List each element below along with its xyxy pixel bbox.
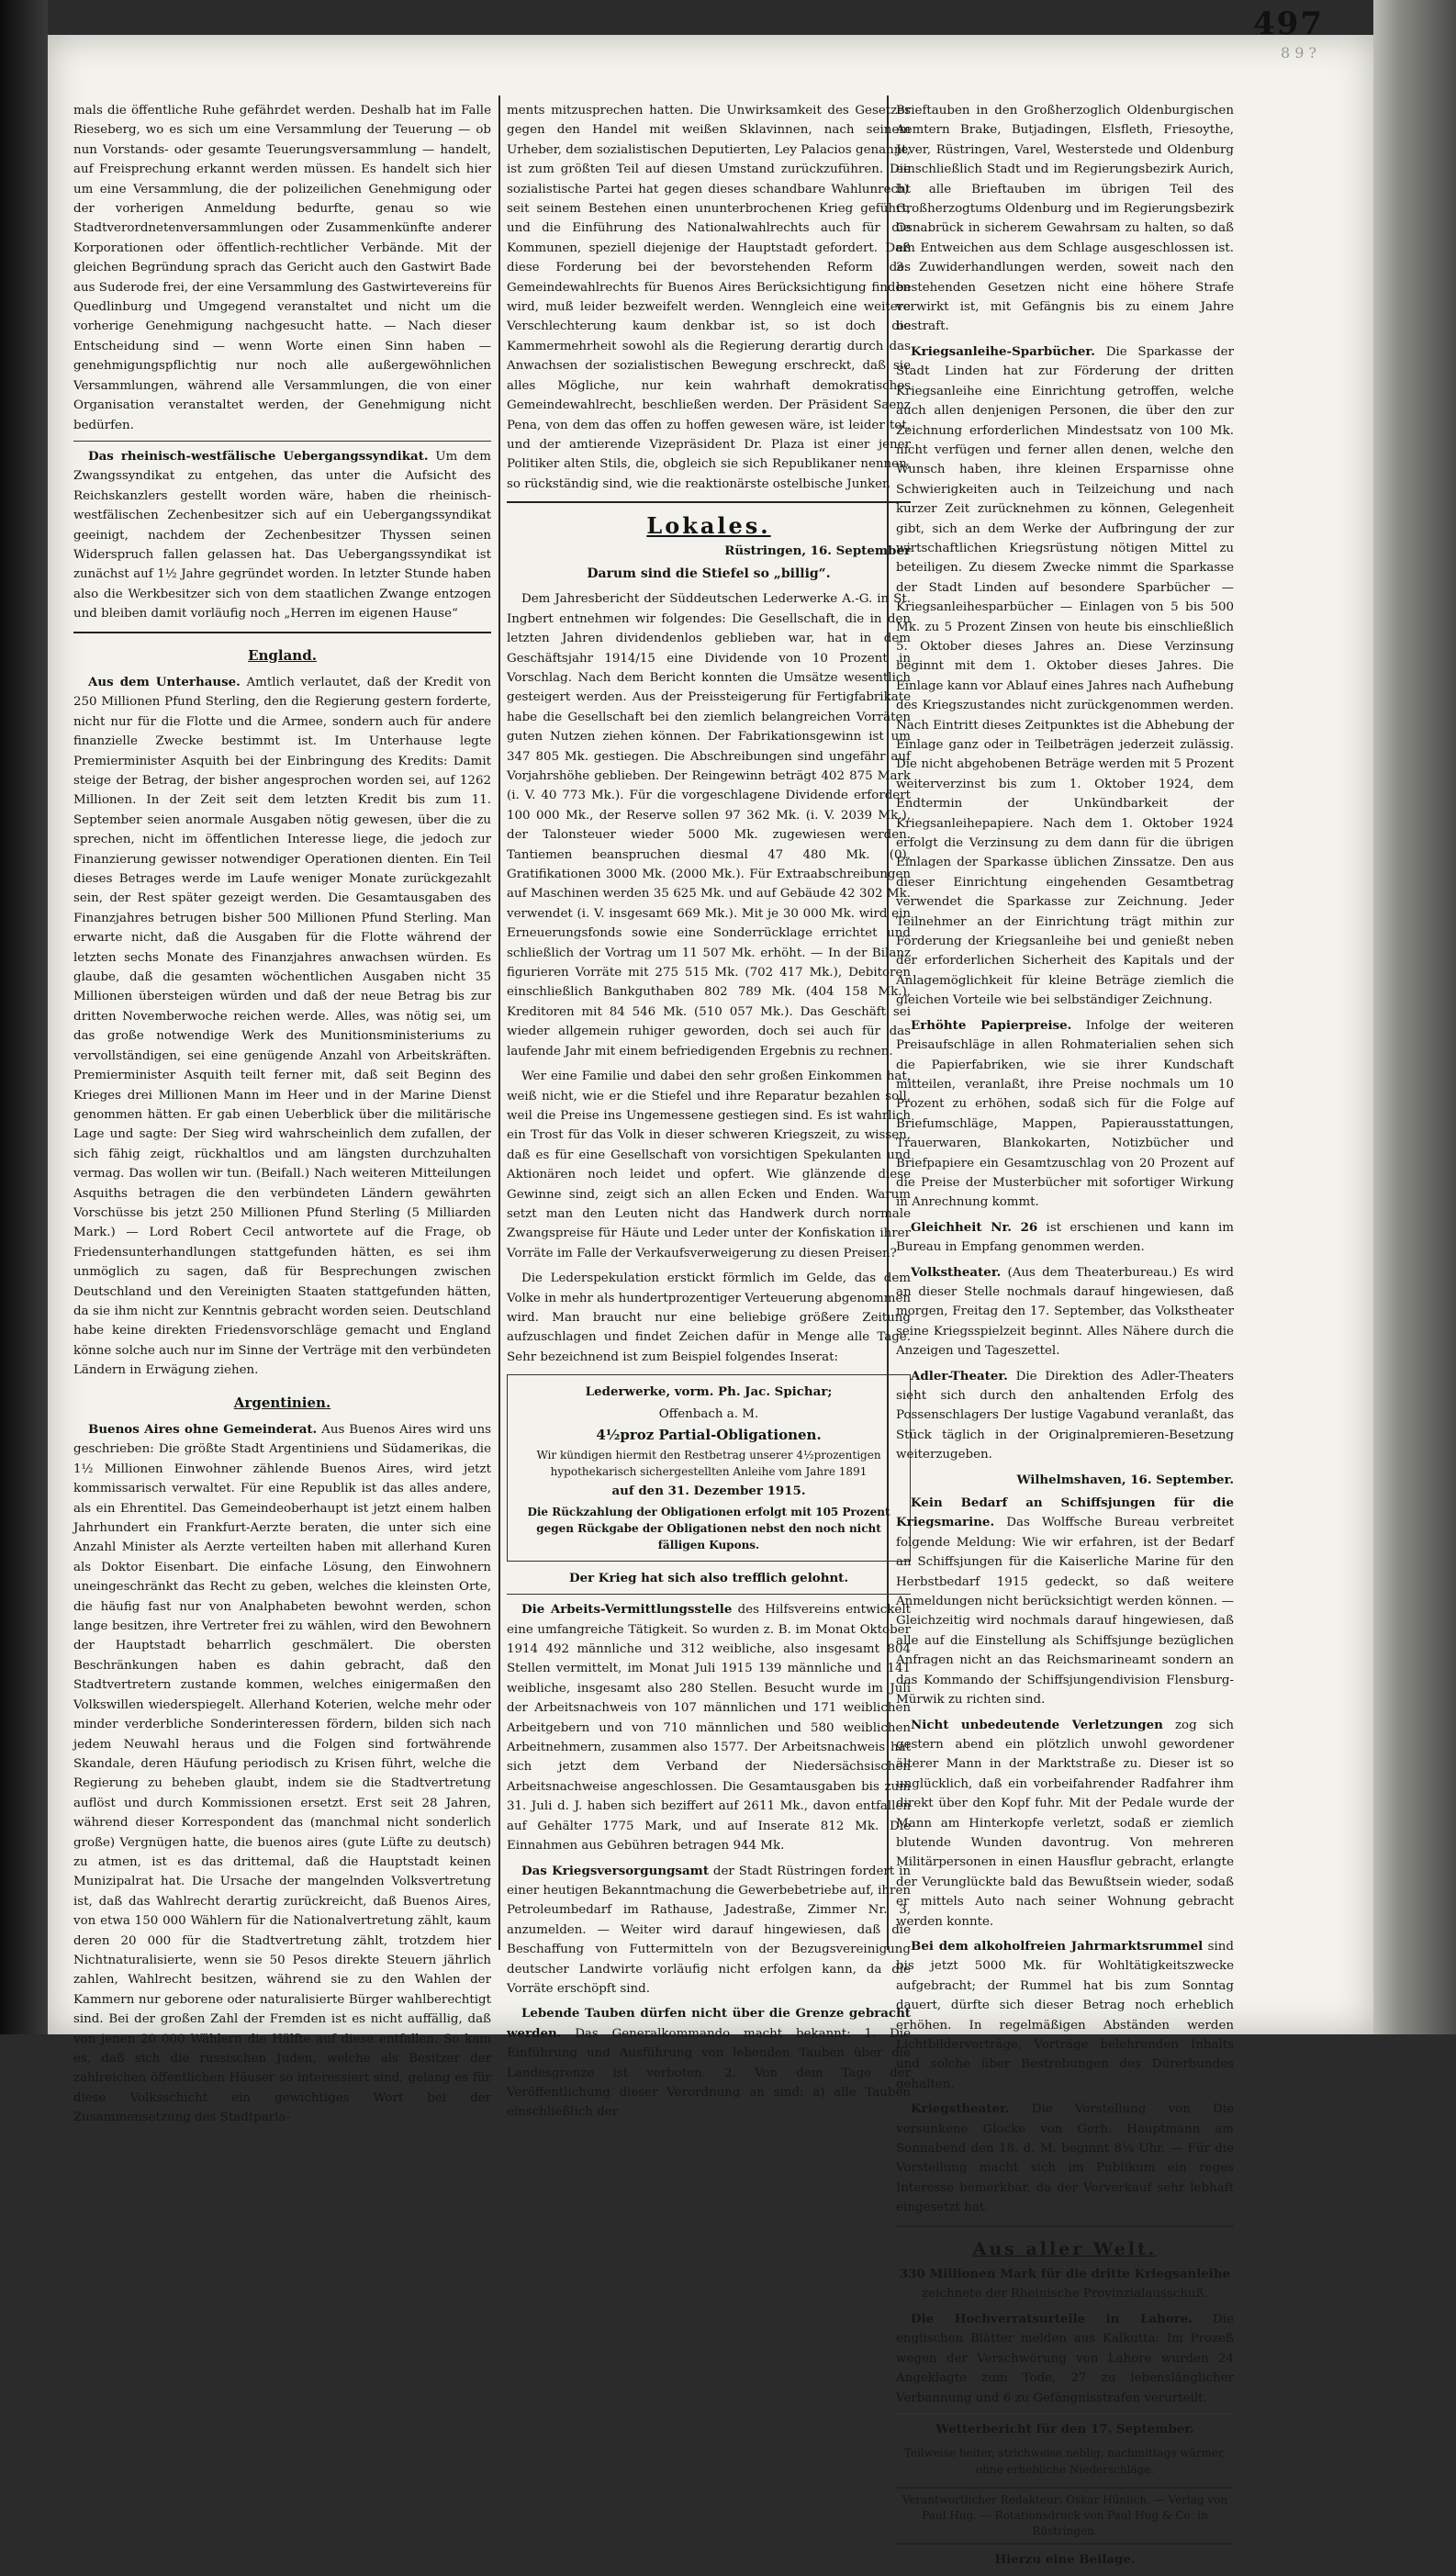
article-text: der Stadt Rüstringen fordert in einer heutigen Bekanntmachung die Gewerbebetriebe auf, ihren Petroleumbedarf im Rathause, Jadestraße, Zimmer Nr. 3, anzumelden. — Weiter wird darauf hingewiesen, daß die Beschaffung von Futtermitteln von der Bezugsvereinigung deutscher Landwirte vorläufig nicht erfolgen kann, da die Vorräte erschöpft sind. — [507, 1864, 911, 1996]
scan-edge-right — [1373, 0, 1456, 2034]
article-title-stiefel: Darum sind die Stiefel so „billig“. — [587, 566, 831, 581]
ad-date: auf den 31. Dezember 1915. — [611, 1484, 806, 1499]
section-title-argentinien: Argentinien. — [233, 1394, 331, 1411]
article-paragraph — [507, 2004, 911, 2122]
article-paragraph — [896, 2100, 1234, 2217]
article-heading: Kein Bedarf an Schiffsjungen für die Kriegsmarine. — [896, 1495, 1234, 1530]
dateline: Wilhelmshaven, 16. September. — [1016, 1472, 1234, 1487]
article-text: Die englischen Blätter melden aus Kalkutta: Im Prozeß wegen der Verschwörung von Lahore wurden 24 Angeklagte zum Tode, 27 zu lebenslänglicher Verbannung und 6 zu Gefängnisstrafen verurteilt. — [896, 2312, 1234, 2405]
article-text: Infolge der weiteren Preisaufschläge in allen Rohmaterialien sehen sich die Papierfabriken, wie sie ihrer Kundschaft mitteilen, veranlaßt, ihre Preise nochmals um 10 Prozent zu erhöhen, sodaß sich für die Folge auf Briefumschläge, Mappen, Papierausstattungen, Trauerwaren, Blankokarten, Notizbücher und Briefpapiere ein Gesamtzuschlag von 20 Prozent auf die Preise der Musterbücher mit sofortiger Wirkung in Anrechnung kommt. — [896, 1018, 1234, 1210]
article-paragraph — [896, 1367, 1234, 1465]
article-text: Aus Buenos Aires wird uns geschrieben: Die größte Stadt Argentiniens und Südamerikas, die 1½ Millionen Einwohner zählende Buenos Aires, wird jetzt kommissarisch verwaltet. Für eine Republik ist das alles andere, als ein Ehrentitel. Das Gemeindeoberhaupt ist jetzt einem halben Jahrhundert ein Frankfurt-Aerzte beraten, die unter sich eine Anzahl Minister als Aerzte verteilten haben mit allerhand Kuren als Doktor Eisenbart. Die einfache Lösung, den Einwohnern uneingeschränkt das Recht zu geben, welches die kleinsten Orte, die häufig fast nur von Analphabeten bewohnt werden, schon lange besitzen, ihre Vertreter frei zu wählen, wird den Bewohnern der Hauptstadt beharrlich geschmälert. Die obersten Beschränkungen haben es dahin gebracht, daß den Stadtvertretern zustande kommen, welches einigermaßen den Volkswillen wiederspiegelt. Allerhand Koterien, welche mehr oder minder verderbliche Sonderinteressen fördern, bilden sich nach jedem Neuwahl heraus und die Folgen sind fortwährende Skandale, deren Häufung periodisch zu Krisen führt, welche die Regierung zu beheben glaubt, indem sie die Stadtvertretung auflöst und durch Kommissionen ersetzt. Erst seit 28 Jahren, während dieser Korrespondent das (manchmal nicht sonderlich große) Vergnügen hatte, die buenos aires (gute Lüfte zu deutsch) zu atmen, ist es das drittemal, daß die Hauptstadt keinen Munizipalrat hat. Die Ursache der mangelnden Volksvertretung ist, daß das Wahlrecht derartig zurückreicht, daß Buenos Aires, von etwa 150 000 Wählern für die Nationalvertretung zählt, kaum deren 20 000 für die Stadtvertretung zählt, trotzdem hier Nichtnaturalisierte, wenn sie 50 Pesos direkte Steuern jährlich zahlen, Wahlrecht besitzen, während sie zu den Wahlen der Kammern nur geborene oder naturalisierte Bürger wahlberechtigt sind. Bei der großen Zahl der Fremden ist es nicht auffällig, daß von jenen 20 000 Wählern die Hälfte auf diese entfallen. So kam es, daß sich die russischen Juden, welche als Besitzer der zahlreichen öffentlichen Häuser so interessiert sind, gelang es für diese Volksschicht ein gewichtiges Wort bei der Zusammensetzung des Stadtparla- — [73, 1423, 491, 2125]
article-text: Die Lederspekulation erstickt förmlich im Gelde, das dem Volke in mehr als hundertprozentiger Verteuerung abgenommen wird. Man braucht nur eine beliebige größere Zeitung aufzuschlagen und findet Zeichen dafür in Menge alle Tage. Sehr bezeichnend ist zum Beispiel folgendes Inserat: — [507, 1271, 911, 1364]
article-paragraph — [73, 447, 491, 624]
article-text: Die Direktion des Adler-Theaters sieht sich durch den anhaltenden Erfolg des Possenschlagers Der lustige Vagabund veranlaßt, das Stück täglich in der Originalpremieren-Besetzung weiterzugeben. — [896, 1369, 1234, 1462]
section-title-lokales: Lokales. — [646, 512, 771, 540]
column-3 — [896, 101, 1234, 2576]
ad-place: Offenbach a. M. — [658, 1406, 759, 1421]
article-heading: Erhöhte Papierpreise. — [911, 1017, 1072, 1033]
article-text: Das Generalkommando macht bekannt: 1. Die Einführung und Ausführung von lebenden Tauben über die Landesgrenze ist verboten. 2. Von dem Tage der Veröffentlichung dieser Verordnung an sind: a) alle Tauben einschließlich der — [507, 2026, 911, 2120]
weather-heading: Wetterbericht für den 17. September. — [935, 2421, 1194, 2436]
article-paragraph — [896, 2265, 1234, 2304]
article-paragraph — [507, 1862, 911, 1999]
article-heading: 330 Millionen Mark für die dritte Kriegsanleihe — [899, 2267, 1231, 2282]
article-text: des Hilfsvereins entwickelt eine umfangreiche Tätigkeit. So wurden z. B. im Monat Oktober 1914 492 männliche und 312 weibliche, also insgesamt 804 Stellen vermittelt, im Monat Juli 1915 139 männliche und 141 weibliche, insgesamt also 280 Stellen. Besucht wurde im Juli der Arbeitsnachweis von 107 männlichen und 171 weiblichen Arbeitgebern und von 710 männlichen und 580 weiblichen Arbeitnehmern, zusammen also 1577. Der Arbeitsnachweis hat sich jetzt dem Verband der Niedersächsischen Arbeitsnachweise angeschlossen. Die Gesamtausgaben bis zum 31. Juli d. J. haben sich beziffert auf 2611 Mk., davon entfallen auf Gehälter 1775 Mark, und auf Inserate 812 Mk. Die Einnahmen aus Gebühren betragen 944 Mk. — [507, 1603, 911, 1854]
article-heading: Buenos Aires ohne Gemeinderat. — [88, 1422, 318, 1437]
quoted-advertisement — [507, 1374, 911, 1562]
article-heading: Nicht unbedeutende Verletzungen — [911, 1717, 1163, 1732]
article-heading: Die Arbeits-Vermittlungsstelle — [521, 1602, 733, 1618]
article-text: Wer eine Familie und dabei den sehr großen Einkommen hat, weiß nicht, wie er die Stiefel und ihre Reparatur bezahlen soll, weil die Preise ins Ungemessene gestiegen sind. Es ist wahrlich ein Trost für das Volk in dieser schweren Kriegszeit, zu wissen, daß es für eine Gesellschaft von vorsichtigen Spekulanten und Aktionären noch leidet und opfert. Wie glänzende diese Gewinne sind, zeigt sich an allen Ecken und Enden. Warum setzt man den Leuten nicht das Handwerk durch normale Zwangspreise für Häute und Leder unter der Konfiskation ihrer Vorräte im Falle der Verkaufsverweigerung zu diesen Preisen? — [507, 1070, 911, 1260]
imprint: Verantwortlicher Redakteur: Oskar Hünlich. — Verlag von Paul Hug. — Rotationsdruck von Paul Hug & Co. in Rüstringen. — [896, 2487, 1234, 2545]
ad-text: Wir kündigen hiermit den Restbetrag unserer 4½prozentigen hypothekarisch sichergestellten Anleihe vom Jahre 1891 — [536, 1449, 881, 1479]
ad-firm: Lederwerke, vorm. Ph. Jac. Spichar; — [585, 1384, 833, 1400]
column-1 — [73, 101, 491, 2134]
article-heading: Adler-Theater. — [911, 1368, 1008, 1383]
article-paragraph — [896, 2310, 1234, 2408]
article-heading: Die Hochverratsurteile in Lahore. — [911, 2311, 1193, 2326]
article-text: ments mitzusprechen hatten. Die Unwirksamkeit des Gesetzes gegen den Handel mit weißen Sklavinnen, nach seinem Urheber, dem sozialistischen Deputierten, Ley Palacios genannt, ist zum größten Teil auf diesen Umstand zurückzuführen. Die sozialistische Partei hat gegen dieses schandbare Wahlunrecht seit seinem Bestehen einen ununterbrochenen Krieg geführt, und die Einführung des Nationalwahlrechts auch für die Kommunen, speziell diejenige der Hauptstadt gefordert. Daß diese Forderung bei der bevorstehenden Reform des Gemeindewahlrechts für Buenos Aires Berücksichtigung finden wird, muß leider bezweifelt werden. Wenngleich eine weitere Verschlechterung kaum denkbar ist, so ist doch die Kammermehrheit sowohl als die Regierung derartig durch das Anwachsen der sozialistischen Bewegung erschreckt, daß sie alles Mögliche, nur kein wahrhaft demokratisches Gemeindewahlrecht, beschließen werden. Der Präsident Saenz Pena, von dem das offen zu hoffen gewesen wäre, ist leider tot, und der amtierende Vizepräsident Dr. Plaza ist einer jener Politiker alten Stils, die, obgleich sie sich Republikaner nennen, so rückständig sind, wie die reaktionärste ostelbische Junker. — [507, 104, 911, 491]
article-text: ist erschienen und kann im Bureau in Empfang genommen werden. — [896, 1220, 1235, 1255]
article-heading: Das Kriegsversorgungsamt — [521, 1863, 709, 1878]
separator — [896, 2225, 1234, 2227]
ad-comment: Der Krieg hat sich also trefflich gelohnt. — [568, 1570, 849, 1585]
ad-text: Die Rückzahlung der Obligationen erfolgt mit 105 Prozent gegen Rückgabe der Obligationen nebst den noch nicht fälligen Kupons. — [527, 1505, 890, 1551]
article-text: Amtlich verlautet, daß der Kredit von 250 Millionen Pfund Sterling, den die Regierung gestern forderte, nicht nur für die Flotte und die Armee, sondern auch für andere finanzielle Zwecke bestimmt ist. Im Unterhause legte Premierminister Asquith bei der Einbringung des Kredits: Damit steige der Betrag, der bisher angesprochen worden sei, auf 1262 Millionen. In der Zeit seit dem letzten Kredit bis zum 11. September seien anormale Ausgaben nötig gewesen, über die zu sprechen, nicht im öffentlichen Interesse liege, die jedoch zur Finanzierung gewisser notwendiger Operationen dienten. Ein Teil dieses Betrages werde im Laufe weniger Monate zurückgezahlt sein, der Rest später gezeigt werden. Die Gesamtausgaben des Finanzjahres betrugen bisher 500 Millionen Pfund Sterling. Man erwarte nicht, daß die Ausgaben für die Flotte während der letzten sechs Monate des Finanzjahres anwachsen würden. Es glaube, daß die gesamten wöchentlichen Ausgaben nicht 35 Millionen übersteigen würden und daß der neue Betrag bis zur dritten Novemberwoche reichen werde. Alles, was nötig sei, um das große notwendige Werk des Munitionsministeriums zu vervollständigen, sei eine genügende Anzahl von Arbeitskräften. Premierminister Asquith teilt ferner mit, daß seit Beginn des Krieges drei Millionen Mann im Heer und in der Marine Dienst genommen hätten. Er gab einen Ueberblick über die militärische Lage und sagte: Der Sieg wird wahrscheinlich dem zufallen, der sich fähig zeigt, rückhaltlos und am längsten durchzuhalten vermag. Das wollen wir tun. (Beifall.) Nach weiteren Mitteilungen Asquiths betragen die den verbündeten Ländern gewährten Vorschüsse bis jetzt 250 Millionen Pfund Sterling (5 Milliarden Mark.) — Lord Robert Cecil antwortete auf die Frage, ob Friedensunterhandlungen stattgefunden hätten, es sei ihm unmöglich zu sagen, daß für Besprechungen zwischen Deutschland und den Vereinigten Staaten stattgefunden hätten, da sie ihm nicht zur Kenntnis gebracht worden seien. Deutschland habe keine direkten Friedensvorschläge gemacht und England könne solche auch nur im Sinne der Verträge mit den verbündeten Ländern in Erwägung ziehen. — [73, 675, 491, 1378]
section-title-aus-aller-welt: Aus aller Welt. — [972, 2238, 1158, 2259]
article-paragraph — [507, 1600, 911, 1855]
separator — [507, 501, 911, 503]
article-text: zeichnete der Rheinische Provinzialausschuß. — [922, 2287, 1208, 2302]
section-title-england: England. — [248, 646, 317, 664]
article-paragraph — [896, 1716, 1234, 1932]
column-2 — [507, 101, 911, 2128]
page-number: 497 — [1253, 6, 1324, 42]
column-rule-1 — [498, 95, 500, 1950]
article-text: Um dem Zwangssyndikat zu entgehen, das unter die Aufsicht des Reichskanzlers gestellt worden wäre, haben die rheinisch-westfälischen Zechenbesitzer sich auf ein Uebergangssyndikat geeinigt, nachdem der Zechenbesitzer Thyssen seinen Widerspruch fallen gelassen hat. Das Uebergangssyndikat ist zunächst auf 1½ Jahre gegründet worden. In letzter Stunde haben also die Werkbesitzer sich von dem staatlichen Zwange entzogen und bleiben damit vorläufig noch „Herren im eigenen Hause“ — [73, 449, 491, 622]
dateline: Rüstringen, 16. September — [724, 543, 911, 558]
article-heading: Aus dem Unterhause. — [88, 674, 241, 689]
scan-edge-left — [0, 0, 48, 2034]
article-paragraph — [896, 1263, 1234, 1361]
faint-mark: 8 9 ? — [1281, 44, 1317, 62]
article-text: mals die öffentliche Ruhe gefährdet werden. Deshalb hat im Falle Rieseberg, wo es sich um eine Versammlung der Teuerung — ob nun Vorstands- oder gesamte Teuerungsversammlung — handelt, auf Freisprechung erkannt werden müssen. Es handelt sich hier um eine Versammlung, die der polizeilichen Genehmigung oder der vorherigen Anmeldung bedurfte, genau so wie Stadtverordnetenversammlungen oder Zusammenkünfte anderer Korporationen oder öffentlich-rechtlicher Verbände. Mit der gleichen Begründung sprach das Gericht auch den Gastwirt Bade aus Suderode frei, der eine Versammlung des Gastwirtevereins für Quedlinburg und Umgegend veranstaltet und nicht um die vorherige Genehmigung nachgesucht hatte. — Nach dieser Entscheidung sind — wenn Worte einen Sinn haben — genehmigungspflichtig nur noch alle außergewöhnlichen Versammlungen, während alle Versammlungen, die von einer Organisation veranstaltet werden, der Genehmigung nicht bedürfen. — [73, 104, 491, 432]
separator — [73, 441, 491, 442]
article-text: zog sich gestern abend ein plötzlich unwohl gewordener älterer Mann in der Marktstraße zu. Dieser ist so unglücklich, daß ein vorbeifahrender Radfahrer ihm direkt über den Kopf fuhr. Mit der Pedale wurde der Mann am Hinterkopfe verletzt, sodaß er ziemlich blutende Wunden davontrug. Von mehreren Militärpersonen in einen Hausflur gebracht, erlangte der Verunglückte bald das Bewußtsein wieder, sodaß er mittels Auto nach seiner Wohnung gebracht werden konnte. — [896, 1718, 1234, 1929]
article-paragraph — [73, 1420, 491, 2128]
article-text: (Aus dem Theaterbureau.) Es wird an dieser Stelle nochmals darauf hingewiesen, daß morgen, Freitag den 17. September, das Volkstheater seine Kriegsspielzeit beginnt. Alles Nähere durch die Anzeigen und Tageszettel. — [896, 1265, 1234, 1359]
article-paragraph — [896, 1016, 1234, 1213]
supplement-note: Hierzu eine Beilage. — [994, 2552, 1136, 2568]
article-heading: Bei dem alkoholfreien Jahrmarktsrummel — [911, 1938, 1204, 1954]
article-paragraph — [73, 673, 491, 1381]
article-paragraph — [896, 1494, 1234, 1709]
article-heading: Kriegsanleihe-Sparbücher. — [911, 343, 1095, 359]
article-heading: Lebende Tauben dürfen nicht über die Grenze gebracht werden. — [507, 2006, 911, 2041]
article-heading: Volkstheater. — [911, 1264, 1002, 1280]
article-text: Brieftauben in den Großherzoglich Oldenburgischen Aemtern Brake, Butjadingen, Elsfleth, Friesoythe, Jever, Rüstringen, Varel, Westerstede und Oldenburg einschließlich Stadt und im Regierungsbezirk Aurich, b) alle Brieftauben im übrigen Teil des Großherzogtums Oldenburg und im Regierungsbezirk Osnabrück in sicherem Gewahrsam zu halten, so daß ein Entweichen aus dem Schlage ausgeschlossen ist. 3. Zuwiderhandlungen werden, soweit nach den bestehenden Gesetzen nicht eine höhere Strafe verwirkt ist, mit Gefängnis bis zu einem Jahre bestraft. — [896, 104, 1234, 334]
article-text: sind bis jetzt 5000 Mk. für Wohltätigkeitszwecke aufgebracht; der Rummel hat bis zum Sonntag dauert, dürfte sich dieser Betrag noch erheblich erhöhen. In regelmäßigen Abständen werden Lichtbildervorträge, Vorträge belehrenden Inhalts und solche über Bestrebungen des Dürerbundes gehalten. — [896, 1939, 1234, 2091]
article-text: Das Wolffsche Bureau verbreitet folgende Meldung: Wie wir erfahren, ist der Bedarf an Schiffsjungen für die Kaiserliche Marine für den Herbstbedarf 1915 gedeckt, so daß weitere Anmeldungen nicht berücksichtigt werden können. — Gleichzeitig wird nochmals darauf hingewiesen, daß alle auf die Einstellung als Schiffsjunge bezüglichen Anfragen nicht an das Reichsmarineamt sondern an das Kommando der Schiffsjungendivision Flensburg-Mürwik zu richten sind. — [896, 1516, 1234, 1708]
article-paragraph — [896, 1218, 1234, 1258]
article-paragraph — [896, 1937, 1234, 2094]
ad-title: 4½proz Partial-Obligationen. — [596, 1427, 822, 1443]
article-heading: Das rheinisch-westfälische Uebergangssyndikat. — [88, 448, 429, 464]
article-text: Dem Jahresbericht der Süddeutschen Lederwerke A.-G. in St. Ingbert entnehmen wir folgendes: Die Gesellschaft, die in den letzten Jahren dividendenlos geblieben war, hat in dem Geschäftsjahr 1914/15 eine Dividende von 10 Prozent in Vorschlag. Nach dem Bericht konnten die Umsätze wesentlich gesteigert werden. Aus der Preissteigerung für Fertigfabrikate habe die Gesellschaft bei den ziemlich belangreichen Vorräten guten Nutzen ziehen können. Der Fabrikationsgewinn ist um 347 805 Mk. gestiegen. Die Abschreibungen sind ungefähr auf Vorjahrshöhe geblieben. Der Reingewinn beträgt 402 875 Mark (i. V. 40 773 Mk.). Für die vorgeschlagene Dividende erfordert 100 000 Mk., der Reserve sollen 97 362 Mk. (i. V. 2039 Mk.), der Talonsteuer wieder 5000 Mk. zugewiesen werden. Tantiemen beanspruchen diesmal 47 480 Mk. (0), Gratifikationen 3000 Mk. (2000 Mk.). Für Extraabschreibungen auf Maschinen werden 35 625 Mk. und auf Gebäude 42 302 Mk. verwendet (i. V. insgesamt 669 Mk.). Mit je 30 000 Mk. wird ein Erneuerungsfonds sowie eine Sonderrücklage errichtet und schließlich der Vortrag um 11 507 Mk. erhöht. — In der Bilanz figurieren Vorräte mit 275 515 Mk. (702 417 Mk.), Debitoren einschließlich Bankguthaben 802 789 Mk. (404 158 Mk.), Kreditoren mit 84 546 Mk. (510 057 Mk.). Das Geschäft sei wieder allgemein ruhiger geworden, doch sei auch für das laufende Jahr mit einem befriedigenden Ergebnis zu rechnen. — [507, 592, 911, 1058]
separator — [507, 1594, 911, 1595]
article-paragraph — [896, 342, 1234, 1011]
separator — [73, 632, 491, 633]
article-heading: Kriegstheater. — [911, 2101, 1010, 2117]
article-text: Die Sparkasse der Stadt Linden hat zur Förderung der dritten Kriegsanleihe eine Einrichtung getroffen, welche auch allen denjenigen Personen, die über den zur Zeichnung erforderlichen Mindestsatz von 100 Mk. nicht verfügen und ferner allen denen, welche den Wunsch haben, ihre kleinen Ersparnisse ohne Schwierigkeiten auch in Teilzeichung und nach kurzer Zeit zurücknehmen zu können, Gelegenheit gibt, sich an dem Werke der Aufbringung der zur wirtschaftlichen Kriegsrüstung nötigen Mittel zu beteiligen. Zu diesem Zwecke nimmt die Sparkasse der Stadt Linden auf besondere Sparbücher — Kriegsanleihesparbücher — Einlagen von 5 bis 500 Mk. zu 5 Prozent Zinsen von heute bis einschließlich 5. Oktober dieses Jahres an. Diese Verzinsung beginnt mit dem 1. Oktober dieses Jahres. Die Einlage kann vor Ablauf eines Jahres nach Aufhebung des Kriegszustandes nicht zurückgenommen werden. Nach Eintritt dieses Zeitpunktes ist die Abhebung der Einlage ganz oder in Teilbeträgen jederzeit zulässig. Die nicht abgehobenen Beträge werden mit 5 Prozent weiterverzinst bis zum 1. Oktober 1924, dem Endtermin der Unkündbarkeit der Kriegsanleihepapiere. Nach dem 1. Oktober 1924 erfolgt die Verzinsung zu dem dann für die übrigen Einlagen der Sparkasse üblichen Zinssatze. Den aus dieser Einrichtung eingehenden Gesamtbetrag verwendet die Sparkasse zur Zeichnung. Jeder Teilnehmer an der Einrichtung trägt mithin zur Förderung der Kriegsanleihe bei und genießt neben der erforderlichen Sicherheit des Kapitals und der Anlagemöglichkeit für kleine Beträge ziemlich die gleichen Vorteile wie bei selbständiger Zeichnung. — [896, 344, 1234, 1008]
article-text: Die Vorstellung von Die versunkene Glocke von Gerh. Hauptmann am Sonnabend den 18. d. M. beginnt 8¼ Uhr. — Für die Vorstellung macht sich im Publikum ein reges Interesse bemerkbar, da der Vorverkauf sehr lebhaft eingesetzt hat. — [896, 2102, 1234, 2215]
weather-text: Teilweise heiter, strichweise neblig, nachmittags wärmer, ohne erhebliche Niederschläge. — [903, 2447, 1226, 2477]
article-heading: Gleichheit Nr. 26 — [911, 1219, 1038, 1235]
